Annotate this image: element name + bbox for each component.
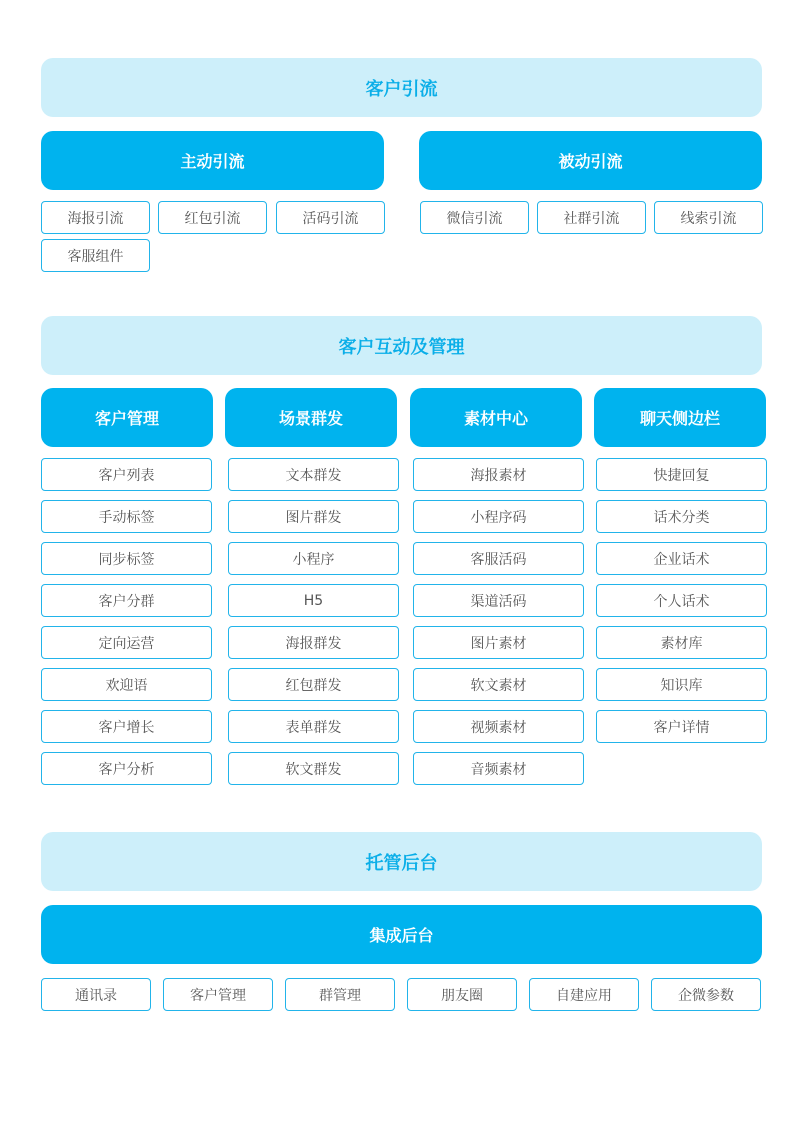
- customer-management-item: 定向运营: [41, 626, 212, 659]
- material-center-item: 渠道活码: [413, 584, 584, 617]
- customer-management-item: 手动标签: [41, 500, 212, 533]
- active-item: 客服组件: [41, 239, 150, 272]
- passive-item: 社群引流: [537, 201, 646, 234]
- section-customer-interaction-title: 客户互动及管理: [41, 316, 762, 375]
- material-center-header: 素材中心: [410, 388, 582, 447]
- scene-broadcast-item: 海报群发: [228, 626, 399, 659]
- active-acquisition-header: 主动引流: [41, 131, 384, 190]
- integration-item: 通讯录: [41, 978, 151, 1011]
- integration-item: 企微参数: [651, 978, 761, 1011]
- material-center-item: 视频素材: [413, 710, 584, 743]
- scene-broadcast-item: 表单群发: [228, 710, 399, 743]
- chat-sidebar-item: 个人话术: [596, 584, 767, 617]
- scene-broadcast-item: 小程序: [228, 542, 399, 575]
- integration-item: 客户管理: [163, 978, 273, 1011]
- customer-management-header: 客户管理: [41, 388, 213, 447]
- chat-sidebar-item: 素材库: [596, 626, 767, 659]
- chat-sidebar-item: 客户详情: [596, 710, 767, 743]
- section-hosted-backend-title: 托管后台: [41, 832, 762, 891]
- scene-broadcast-item: 图片群发: [228, 500, 399, 533]
- active-item: 海报引流: [41, 201, 150, 234]
- customer-management-item: 客户增长: [41, 710, 212, 743]
- integration-item: 自建应用: [529, 978, 639, 1011]
- customer-management-item: 同步标签: [41, 542, 212, 575]
- scene-broadcast-header: 场景群发: [225, 388, 397, 447]
- chat-sidebar-item: 企业话术: [596, 542, 767, 575]
- integration-item: 朋友圈: [407, 978, 517, 1011]
- chat-sidebar-item: 话术分类: [596, 500, 767, 533]
- passive-item: 线索引流: [654, 201, 763, 234]
- material-center-item: 客服活码: [413, 542, 584, 575]
- passive-item: 微信引流: [420, 201, 529, 234]
- chat-sidebar-item: 知识库: [596, 668, 767, 701]
- material-center-item: 音频素材: [413, 752, 584, 785]
- passive-acquisition-header: 被动引流: [419, 131, 762, 190]
- chat-sidebar-item: 快捷回复: [596, 458, 767, 491]
- scene-broadcast-item: 红包群发: [228, 668, 399, 701]
- scene-broadcast-item: 软文群发: [228, 752, 399, 785]
- chat-sidebar-header: 聊天侧边栏: [594, 388, 766, 447]
- customer-management-item: 客户分析: [41, 752, 212, 785]
- active-item: 活码引流: [276, 201, 385, 234]
- active-item: 红包引流: [158, 201, 267, 234]
- material-center-item: 小程序码: [413, 500, 584, 533]
- integration-item: 群管理: [285, 978, 395, 1011]
- material-center-item: 软文素材: [413, 668, 584, 701]
- material-center-item: 图片素材: [413, 626, 584, 659]
- scene-broadcast-item: H5: [228, 584, 399, 617]
- scene-broadcast-item: 文本群发: [228, 458, 399, 491]
- integration-backend-header: 集成后台: [41, 905, 762, 964]
- section-customer-acquisition-title: 客户引流: [41, 58, 762, 117]
- customer-management-item: 客户列表: [41, 458, 212, 491]
- customer-management-item: 客户分群: [41, 584, 212, 617]
- customer-management-item: 欢迎语: [41, 668, 212, 701]
- material-center-item: 海报素材: [413, 458, 584, 491]
